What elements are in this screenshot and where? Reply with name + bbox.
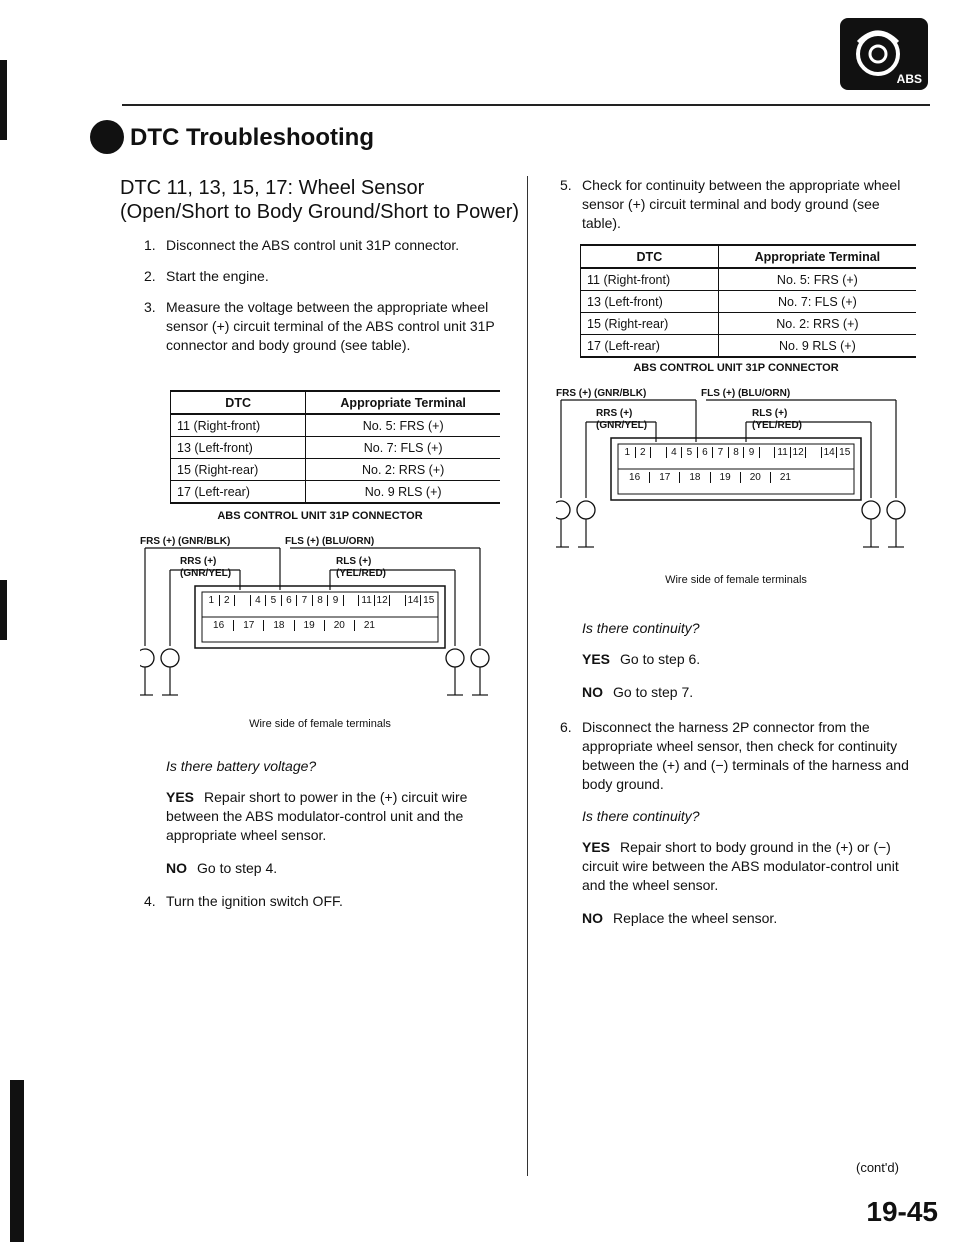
table-row: 17 (Left-rear) No. 9 RLS (+) <box>171 481 501 504</box>
subtitle-line-1: DTC 11, 13, 15, 17: Wheel Sensor <box>120 177 425 199</box>
table-row: 17 (Left-rear) No. 9 RLS (+) <box>581 335 917 358</box>
page-title: DTC Troubleshooting <box>130 124 374 151</box>
badge-label: ABS <box>896 72 922 86</box>
right-answers <box>560 620 920 928</box>
table-header-dtc: DTC <box>171 391 306 414</box>
terminal-table-right <box>580 244 916 358</box>
answer-yes-2: YES Repair short to body ground in the (+) or (−) circuit wire between the ABS modulator-control unit and the wheel sensor. <box>582 839 899 893</box>
rrs-label: RRS (+) (GNR/YEL) <box>596 408 648 431</box>
right-step-5: 5. Check for continuity between the appropriate wheel sensor (+) circuit terminal and body ground (see table). <box>560 177 901 231</box>
step-3: 3. Measure the voltage between the appropriate wheel sensor (+) circuit terminal of the ABS control unit 31P connector and body ground (see table). <box>144 299 495 353</box>
left-steps <box>144 236 504 355</box>
table-row: 11 (Right-front) No. 5: FRS (+) <box>171 414 501 437</box>
terminal-table-left <box>170 390 500 504</box>
table-header-row <box>171 391 501 414</box>
table-row: 11 (Right-front) No. 5: FRS (+) <box>581 268 917 291</box>
step-6: 6. Disconnect the harness 2P connector from the appropriate wheel sensor, then check for continuity between the (+) and (−) terminals of the harness and body ground. <box>560 719 909 792</box>
rls-label: RLS (+) (YEL/RED) <box>336 556 386 579</box>
terminal-bottom-row: 16 17 18 19 20 21 <box>620 472 800 483</box>
title-bullet-icon <box>90 120 124 154</box>
fls-label: FLS (+) (BLU/ORN) <box>701 388 791 399</box>
frs-label: FRS (+) (GNR/BLK) <box>140 536 231 547</box>
connector-caption: Wire side of female terminals <box>249 718 391 730</box>
column-divider <box>527 176 528 1176</box>
answer-yes: YES Repair short to power in the (+) circuit wire between the ABS modulator-control unit and the appropriate wheel sensor. <box>166 789 468 843</box>
binding-bar <box>0 60 7 140</box>
left-answers <box>144 758 504 911</box>
table-row: 13 (Left-front) No. 7: FLS (+) <box>171 437 501 459</box>
table-header-dtc: DTC <box>581 245 719 268</box>
answer-no-1: NO Go to step 7. <box>582 684 694 700</box>
table-header-terminal: Appropriate Terminal <box>306 391 500 414</box>
table-row: 15 (Right-rear) No. 2: RRS (+) <box>171 459 501 481</box>
step-1: 1. Disconnect the ABS control unit 31P connector. <box>144 237 460 253</box>
terminal-top-row: 1 2 4 5 6 7 8 9 11 12 14 15 <box>620 447 852 458</box>
rls-label: RLS (+) (YEL/RED) <box>752 408 802 431</box>
connector-diagram-right <box>556 362 916 587</box>
connector-title: ABS CONTROL UNIT 31P CONNECTOR <box>217 510 423 522</box>
frs-label: FRS (+) (GNR/BLK) <box>556 388 647 399</box>
rrs-label: RRS (+) (GNR/YEL) <box>180 556 232 579</box>
binding-bar <box>0 580 7 640</box>
question-continuity-2: Is there continuity? <box>582 808 700 824</box>
question-continuity-1: Is there continuity? <box>582 620 700 636</box>
terminal-bottom-row: 16 17 18 19 20 21 <box>204 620 384 631</box>
connector-diagram-left <box>140 510 500 735</box>
table-row: 15 (Right-rear) No. 2: RRS (+) <box>581 313 917 335</box>
binding-bar <box>10 1080 24 1242</box>
answer-yes-1: YES Go to step 6. <box>582 651 701 667</box>
subtitle-line-2: (Open/Short to Body Ground/Short to Power) <box>120 201 520 223</box>
step-2: 2. Start the engine. <box>144 268 269 284</box>
table-header-row <box>581 245 917 268</box>
terminal-top-row: 1 2 4 5 6 7 8 9 11 12 14 15 <box>204 595 436 606</box>
question-battery-voltage: Is there battery voltage? <box>166 758 317 774</box>
fls-label: FLS (+) (BLU/ORN) <box>285 536 375 547</box>
answer-no: NO Go to step 4. <box>166 860 278 876</box>
answer-no-2: NO Replace the wheel sensor. <box>582 910 778 926</box>
connector-caption: Wire side of female terminals <box>665 574 807 586</box>
table-row: 13 (Left-front) No. 7: FLS (+) <box>581 291 917 313</box>
continued-label: (cont'd) <box>856 1160 899 1175</box>
section-subtitle <box>120 176 520 224</box>
page-number: 19-45 <box>866 1196 938 1227</box>
abs-section-badge <box>840 18 928 90</box>
header-rule <box>122 104 930 106</box>
table-header-terminal: Appropriate Terminal <box>718 245 916 268</box>
connector-title: ABS CONTROL UNIT 31P CONNECTOR <box>633 362 839 374</box>
step-4: 4. Turn the ignition switch OFF. <box>144 893 343 909</box>
